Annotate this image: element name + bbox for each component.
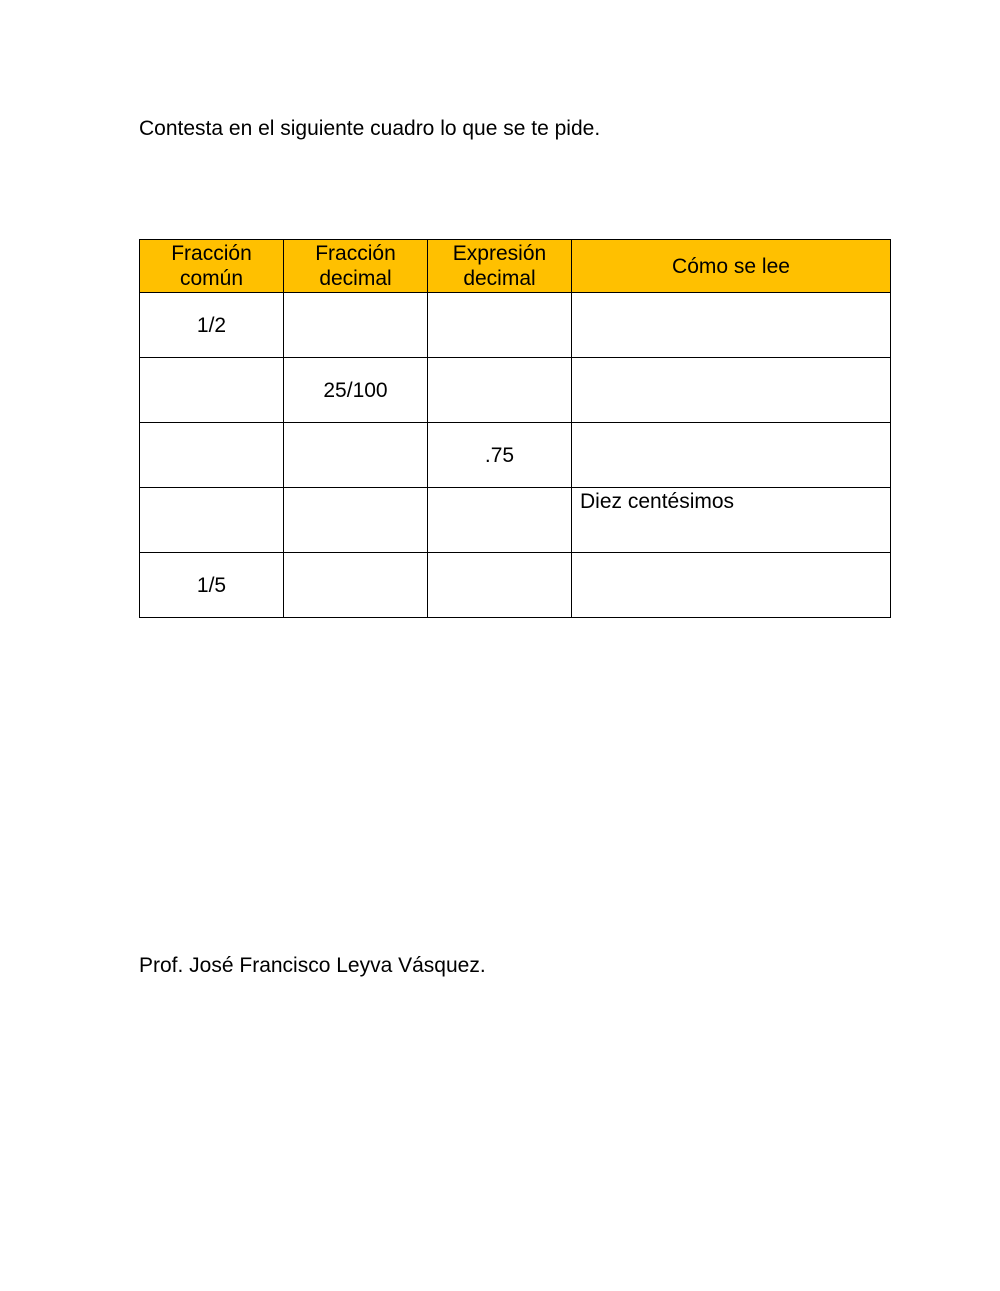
header-expresion-decimal: Expresión decimal	[428, 240, 572, 293]
cell-expresion-decimal[interactable]	[428, 293, 572, 358]
cell-expresion-decimal[interactable]	[428, 553, 572, 618]
cell-fraccion-comun[interactable]: 1/2	[140, 293, 284, 358]
cell-como-se-lee[interactable]: Diez centésimos	[572, 488, 891, 553]
cell-fraccion-comun[interactable]	[140, 488, 284, 553]
table-row	[140, 488, 891, 553]
cell-fraccion-comun[interactable]: 1/5	[140, 553, 284, 618]
fractions-table	[139, 239, 891, 618]
header-fraccion-comun: Fracción común	[140, 240, 284, 293]
table-header-row	[140, 240, 891, 293]
cell-fraccion-decimal[interactable]	[284, 423, 428, 488]
table-row	[140, 423, 891, 488]
table-row	[140, 293, 891, 358]
cell-fraccion-comun[interactable]	[140, 423, 284, 488]
cell-como-se-lee[interactable]	[572, 423, 891, 488]
cell-como-se-lee[interactable]	[572, 358, 891, 423]
header-fraccion-decimal: Fracción decimal	[284, 240, 428, 293]
cell-fraccion-decimal[interactable]	[284, 488, 428, 553]
cell-fraccion-comun[interactable]	[140, 358, 284, 423]
instruction-text: Contesta en el siguiente cuadro lo que se te pide.	[139, 117, 601, 140]
cell-fraccion-decimal[interactable]	[284, 293, 428, 358]
cell-fraccion-decimal[interactable]: 25/100	[284, 358, 428, 423]
cell-como-se-lee[interactable]	[572, 553, 891, 618]
cell-fraccion-decimal[interactable]	[284, 553, 428, 618]
cell-como-se-lee[interactable]	[572, 293, 891, 358]
table-row	[140, 553, 891, 618]
teacher-signature: Prof. José Francisco Leyva Vásquez.	[139, 954, 486, 977]
table-row	[140, 358, 891, 423]
header-como-se-lee: Cómo se lee	[572, 240, 891, 293]
cell-expresion-decimal[interactable]	[428, 358, 572, 423]
cell-expresion-decimal[interactable]: .75	[428, 423, 572, 488]
cell-expresion-decimal[interactable]	[428, 488, 572, 553]
